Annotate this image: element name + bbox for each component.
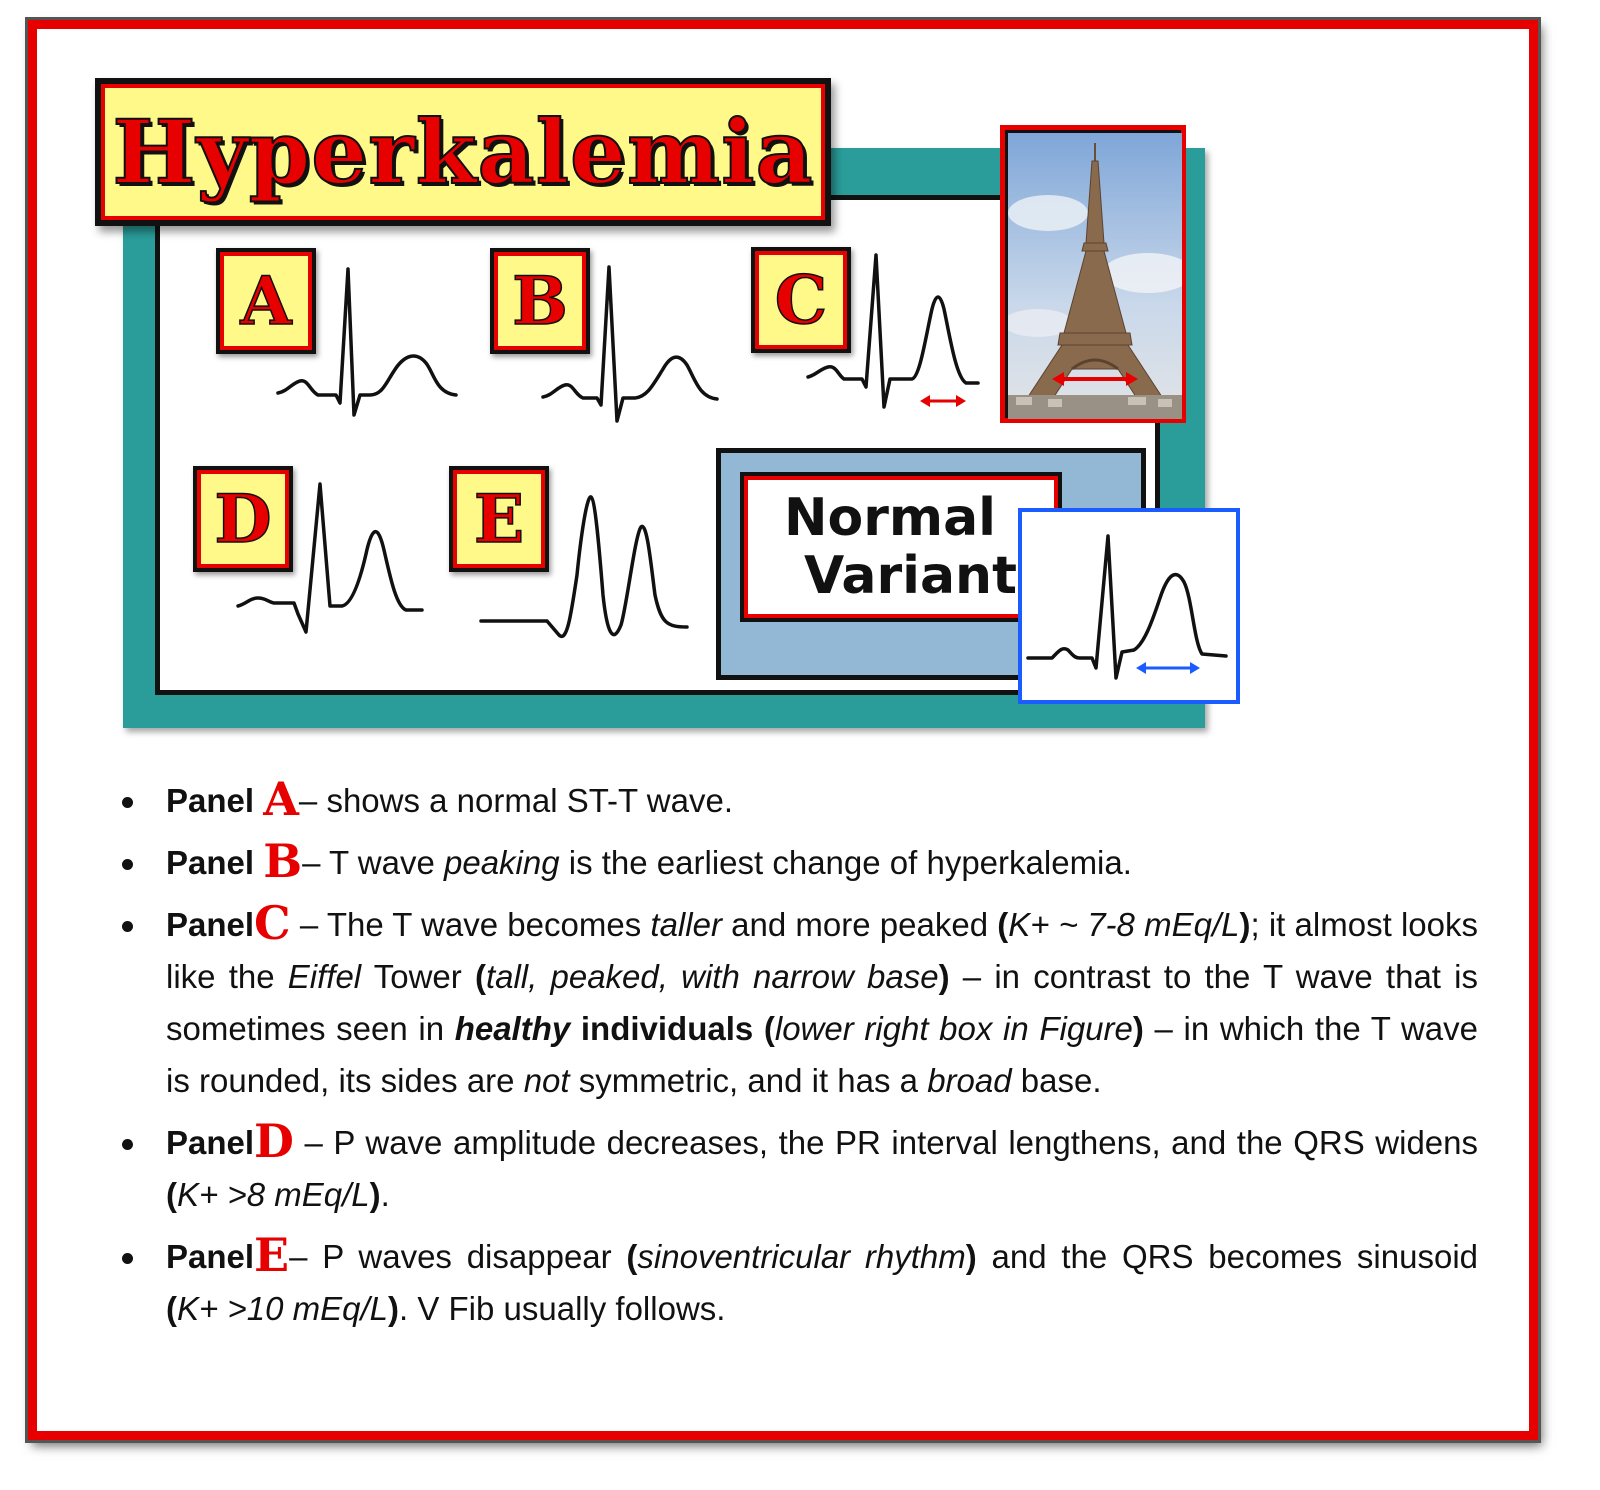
title-box	[95, 78, 831, 226]
ecg-trace-c	[800, 245, 1000, 425]
ecg-trace-b	[535, 255, 735, 435]
figure-title: Hyperkalemia	[112, 100, 814, 204]
panel-label-b: B	[490, 248, 590, 354]
ecg-trace-normal-variant	[1022, 512, 1236, 700]
ecg-trace-e	[475, 485, 705, 665]
normal-variant-label: Normal Variant	[740, 472, 1062, 622]
note-panel-e: PanelE– P waves disappear (sinoventricular rhythm) and the QRS becomes sinusoid (K+ >10 mEq/L). V Fib usually follows.	[118, 1231, 1478, 1335]
note-panel-d: PanelD – P wave amplitude decreases, the PR interval lengthens, and the QRS widens (K+ >8 mEq/L).	[118, 1117, 1478, 1221]
notes-list	[118, 772, 1479, 1345]
note-panel-b: Panel B– T wave peaking is the earliest change of hyperkalemia.	[118, 837, 1478, 889]
ecg-trace-d	[230, 470, 440, 650]
normal-variant-ecg-box	[1018, 508, 1240, 704]
ecg-trace-a	[270, 255, 470, 435]
eiffel-tower-photo	[1000, 125, 1186, 423]
panel-label-d: D	[193, 466, 293, 572]
panel-label-a: A	[216, 248, 316, 354]
panel-label-e: E	[449, 466, 549, 572]
panel-label-c: C	[751, 247, 851, 353]
note-panel-a: Panel A– shows a normal ST-T wave.	[118, 775, 1478, 827]
note-panel-c: PanelC – The T wave becomes taller and more peaked (K+ ~ 7-8 mEq/L); it almost looks like the Eiffel Tower (tall, peaked, with narrow base) – in contrast to the T wave that is sometimes seen in healthy individuals (lower right box in Figure) – in which the T wave is rounded, its sides are not symmetric, and it has a broad base.	[118, 899, 1478, 1107]
